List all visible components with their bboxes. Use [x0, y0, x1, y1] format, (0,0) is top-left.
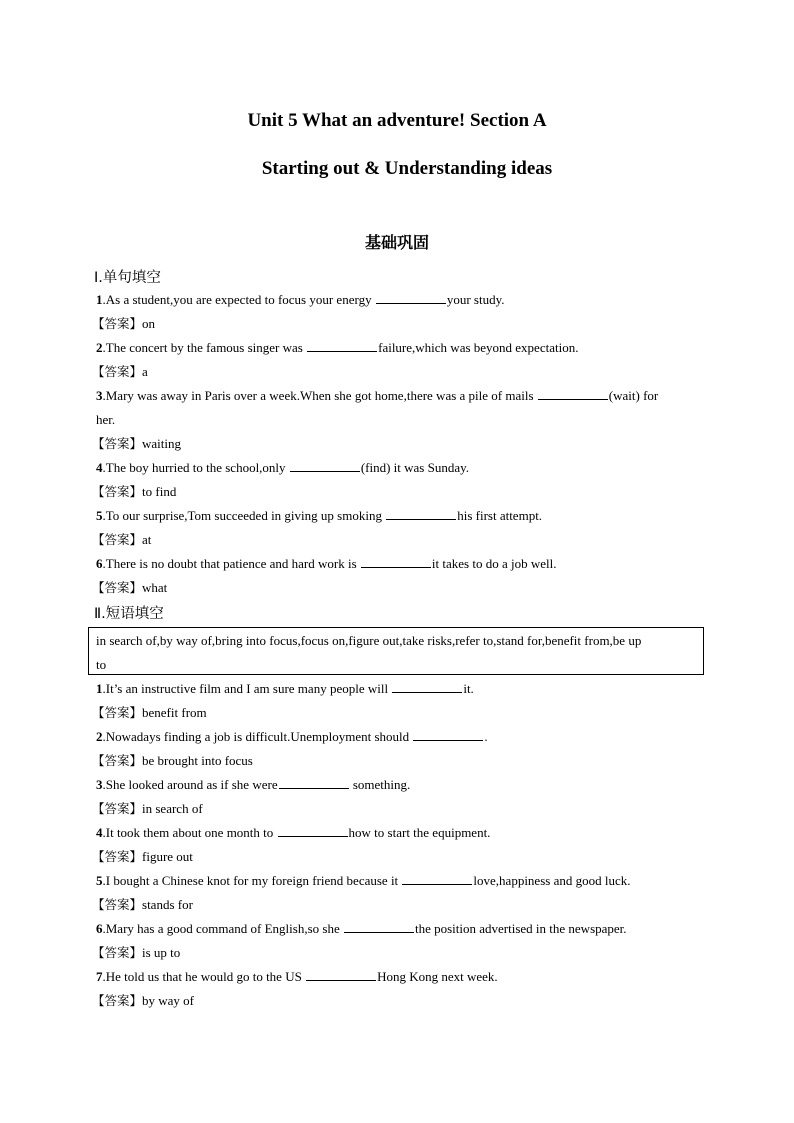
page-title: Unit 5 What an adventure! Section A [247, 110, 547, 131]
answer-text: in search of [142, 801, 203, 816]
question-6 [96, 917, 706, 941]
answer-blank [361, 555, 431, 568]
answer-blank [290, 459, 360, 472]
question-number: 1 [96, 292, 103, 307]
question-text-end: it. [463, 681, 474, 696]
question-text: .Mary was away in Paris over a week.When she got home,there was a pile of mails [102, 388, 537, 403]
answer-blank [307, 339, 377, 352]
answer-label: 【答案】 [92, 945, 143, 960]
answer-text: benefit from [142, 705, 207, 720]
answer-text: figure out [142, 849, 193, 864]
answer-blank [413, 728, 483, 741]
answer-text: stands for [142, 897, 193, 912]
answer-label: 【答案】 [92, 532, 143, 547]
part1-list [92, 288, 706, 600]
answer-label: 【答案】 [92, 897, 143, 912]
question-6 [96, 552, 706, 576]
question-7 [96, 965, 706, 989]
answer-text: what [142, 580, 168, 595]
question-text-end: . [484, 729, 488, 744]
question-text-end: how to start the equipment. [348, 825, 491, 840]
question-text: .It took them about one month to [102, 825, 277, 840]
answer-blank [392, 680, 462, 693]
answer-6 [92, 941, 706, 965]
question-text: .The boy hurried to the school,only [102, 460, 289, 475]
answer-1 [92, 312, 706, 336]
question-text: .He told us that he would go to the US [102, 969, 306, 984]
question-3-cont [96, 408, 706, 432]
answer-5 [92, 528, 706, 552]
phrase-box-line-1: in search of,by way of,bring into focus,focus on,figure out,take risks,refer to,stand for,benefit from,be up [96, 633, 642, 648]
question-number: 3 [96, 388, 103, 403]
question-3 [96, 773, 706, 797]
answer-7 [92, 989, 706, 1013]
answer-3 [92, 797, 706, 821]
answer-label: 【答案】 [92, 753, 143, 768]
question-number: 5 [96, 508, 103, 523]
question-text-end: (find) it was Sunday. [360, 460, 470, 475]
question-number: 2 [96, 340, 103, 355]
answer-label: 【答案】 [92, 849, 143, 864]
question-text: .To our surprise,Tom succeeded in giving up smoking [102, 508, 386, 523]
answer-text: a [142, 364, 148, 379]
question-text: .I bought a Chinese knot for my foreign friend because it [102, 873, 402, 888]
answer-text: to find [142, 484, 177, 499]
question-text-end: failure,which was beyond expectation. [378, 340, 579, 355]
answer-label: 【答案】 [92, 436, 143, 451]
question-text-end: your study. [446, 292, 505, 307]
answer-blank [376, 291, 446, 304]
question-text: .It’s an instructive film and I am sure many people will [102, 681, 392, 696]
question-2 [96, 336, 706, 360]
answer-label: 【答案】 [92, 364, 143, 379]
answer-blank [278, 824, 348, 837]
answer-4 [92, 845, 706, 869]
answer-label: 【答案】 [92, 316, 143, 331]
question-text: .The concert by the famous singer was [102, 340, 307, 355]
question-text-end: his first attempt. [457, 508, 543, 523]
question-3 [96, 384, 706, 408]
answer-6 [92, 576, 706, 600]
answer-blank [344, 920, 414, 933]
answer-text: is up to [142, 945, 181, 960]
question-number: 1 [96, 681, 103, 696]
question-number: 6 [96, 556, 103, 571]
answer-label: 【答案】 [92, 580, 143, 595]
question-4 [96, 456, 706, 480]
answer-text: by way of [142, 993, 195, 1008]
question-text-end: something. [349, 777, 411, 792]
question-text-end: the position advertised in the newspaper. [414, 921, 627, 936]
question-1 [96, 288, 706, 312]
question-2 [96, 725, 706, 749]
question-text: .She looked around as if she were [102, 777, 278, 792]
answer-label: 【答案】 [92, 484, 143, 499]
question-text: .Mary has a good command of English,so she [102, 921, 343, 936]
question-5 [96, 504, 706, 528]
part2-heading: Ⅱ.短语填空 [94, 606, 164, 622]
question-number: 6 [96, 921, 103, 936]
question-text-end: it takes to do a job well. [431, 556, 557, 571]
question-text-end: Hong Kong next week. [377, 969, 498, 984]
section-heading: 基础巩固 [364, 233, 429, 252]
answer-1 [92, 701, 706, 725]
question-number: 4 [96, 825, 103, 840]
question-text: .There is no doubt that patience and hard work is [102, 556, 360, 571]
phrase-box-line-2: to [96, 657, 107, 672]
part1-heading: Ⅰ.单句填空 [94, 270, 161, 286]
question-number: 3 [96, 777, 103, 792]
question-number: 2 [96, 729, 103, 744]
answer-blank [386, 507, 456, 520]
question-text: .As a student,you are expected to focus your energy [102, 292, 375, 307]
answer-text: be brought into focus [142, 753, 253, 768]
question-number: 4 [96, 460, 103, 475]
answer-4 [92, 480, 706, 504]
answer-text: on [142, 316, 156, 331]
question-text-end: love,happiness and good luck. [473, 873, 631, 888]
question-number: 5 [96, 873, 103, 888]
answer-blank [279, 776, 349, 789]
question-4 [96, 821, 706, 845]
answer-text: at [142, 532, 152, 547]
answer-text: waiting [142, 436, 182, 451]
page-subtitle: Starting out & Understanding ideas [261, 158, 553, 179]
answer-blank [538, 387, 608, 400]
question-1 [96, 677, 706, 701]
answer-label: 【答案】 [92, 705, 143, 720]
answer-3 [92, 432, 706, 456]
answer-5 [92, 893, 706, 917]
answer-2 [92, 360, 706, 384]
answer-blank [306, 968, 376, 981]
question-text-wrap: her. [96, 412, 116, 427]
answer-label: 【答案】 [92, 801, 143, 816]
question-text: .Nowadays finding a job is difficult.Unemployment should [102, 729, 413, 744]
question-5 [96, 869, 706, 893]
answer-label: 【答案】 [92, 993, 143, 1008]
answer-blank [402, 872, 472, 885]
answer-2 [92, 749, 706, 773]
phrase-box [88, 627, 704, 675]
question-text-end: (wait) for [608, 388, 659, 403]
part2-list [92, 677, 706, 1013]
question-number: 7 [96, 969, 103, 984]
